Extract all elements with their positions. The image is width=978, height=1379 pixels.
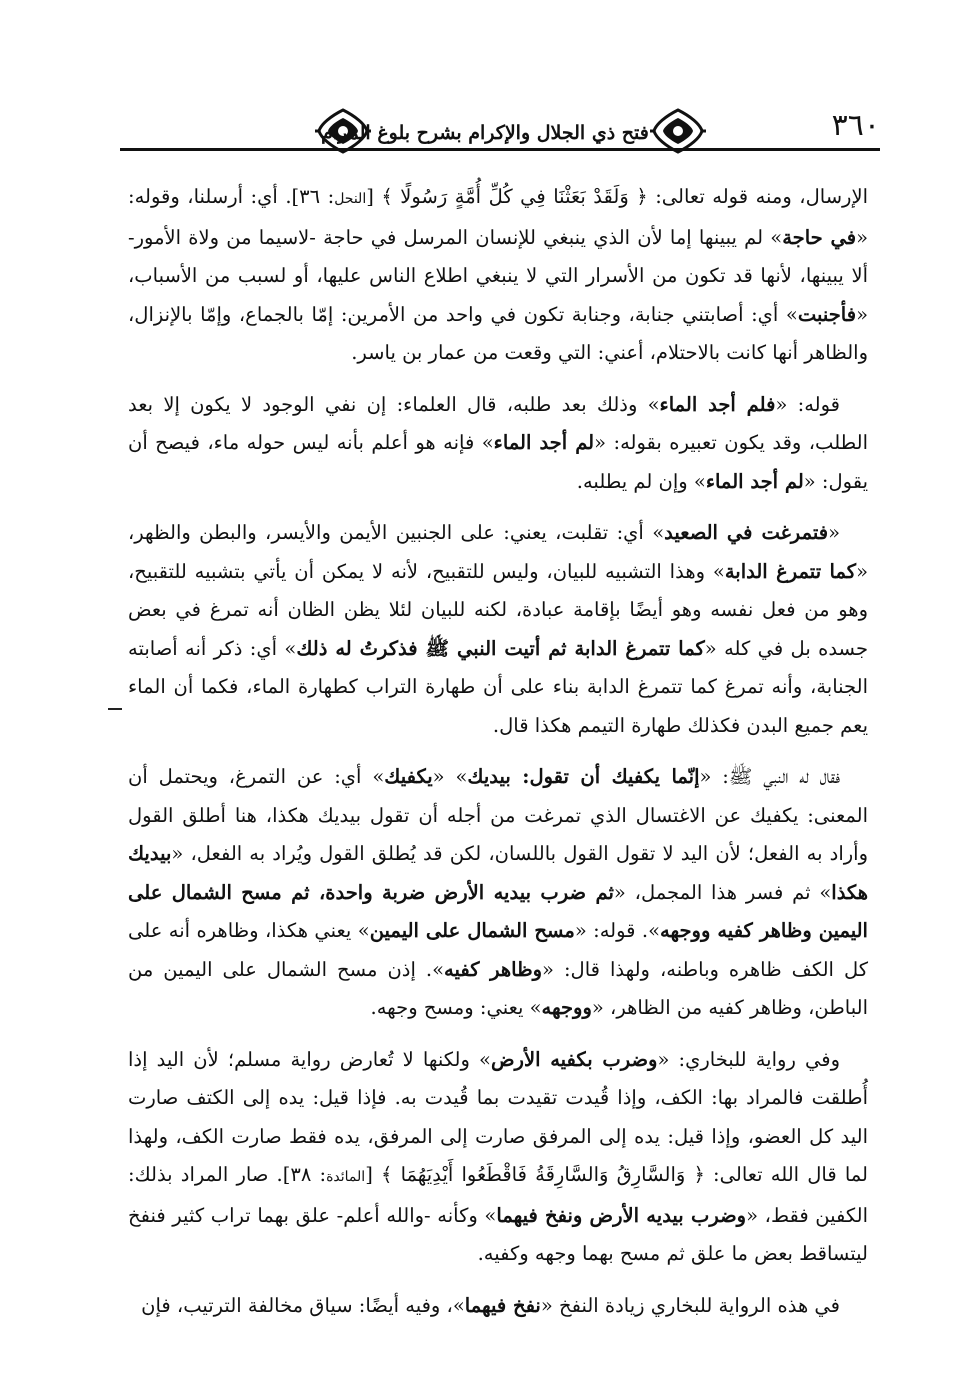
paragraph: في هذه الرواية للبخاري زيادة النفخ «نفخ فيهما»، وفيه أيضًا: سياق مخالفة الترتيب، فإن (141, 1293, 840, 1317)
paragraph: فقال له النبي ﷺ: «إنّما يكفيك أن تقول: بيديك» «يكفيك» أي: عن التمرغ، ويحتمل أن المعنى: يكفيك عن الاغتسال الذي تمرغت من أجله أن تقول بيديك هكذا، هنا أطلق القول وأراد به الفعل؛ لأن اليد لا تقول القول باللسان، لكن قد يُطلق القول ويُراد به الفعل، «بيديك هكذا» ثم فسر هذا المجمل، «ثم ضرب بيديه الأرض ضربة واحدة، ثم مسح الشمال على اليمين وظاهر كفيه ووجهه». قوله: «مسح الشمال على اليمين» يعني هكذا، وظاهره أنه على كل الكف ظاهره وباطنه، ولهذا قال: «وظاهر كفيه». إذن مسح الشمال على اليمين من الباطن، وظاهر كفيه من الظاهر، «ووجهه» يعني: ومسح وجهه. (128, 765, 869, 1019)
page-header (120, 100, 880, 160)
paragraph: قوله: «فلم أجد الماء» وذلك بعد طلبه، قال العلماء: إن نفي الوجود لا يكون إلا بعد الطلب، وقد يكون تعبيره بقوله: «لم أجد الماء» فإنه هو أعلم بأنه ليس حوله ماء، فيصح أن يقول: «لم أجد الماء» وإن لم يطلبه. (128, 392, 868, 493)
header-rule (120, 148, 880, 151)
paragraph: وفي رواية للبخاري: «وضرب بكفيه الأرض» ولكنها لا تُعارض رواية مسلم؛ لأن اليد إذا أُطلقت فالمراد بها: الكف، وإذا قُيدت تقيدت بما قُيدت به. فإذا قيل: يده إلى الكتف صارت اليد كل العضو، وإذا قيل: يده إلى المرفق صارت إلى المرفق، يده فقط صارت الكف، ولهذا لما قال الله تعالى: ﴿ وَالسَّارِقُ وَالسَّارِقَةُ فَاقْطَعُوا أَيْدِيَهُمَا ﴾ [المائدة: ٣٨]. صار المراد بذلك: الكفين فقط، «وضرب بيديه الأرض ونفخ فيهما» وكأنه -والله أعلم- علق بهما تراب كثير فنفخ ليتساقط بعض ما علق ثم مسح بهما وجهه وكفيه. (128, 1047, 869, 1265)
book-title: فتح ذي الجلال والإكرام بشرح بلوغ المرام (321, 122, 649, 144)
margin-mark (108, 708, 122, 710)
paragraph: «فتمرغت في الصعيد» أي: تقلبت، يعني: على الجنبين الأيمن والأيسر، والبطن والظهر، «كما تتمرغ الدابة» وهذا التشبيه للبيان، وليس للتقبيح، لأنه لا يمكن أن يأتي بتشبيه للتقبيح، وهو من فعل نفسه وهو أيضًا بإقامة عبادة، لكنه للبيان لئلا يظن الظان أنه تمرغ في بعض جسده بل في كله «كما تتمرغ الدابة ثم أتيت النبي ﷺ فذكرتُ له ذلك» أي: ذكر أنه أصابته الجنابة، وأنه تمرغ كما تتمرغ الدابة بناء على أن طهارة التراب كطهارة الماء، فكما أن الماء يعم جميع البدن فكذلك طهارة التيمم هكذا قال. (128, 521, 869, 737)
page-number: ٣٦٠ (831, 108, 880, 143)
page-body (128, 178, 868, 1338)
paragraph: الإرسال، ومنه قوله تعالى: ﴿ وَلَقَدْ بَعَثْنَا فِي كُلِّ أُمَّةٍ رَسُولًا ﴾ [النحل: ٣٦]. أي: أرسلنا، وقوله: «في حاجة» لم يبينها إما لأن الذي ينبغي للإنسان المرسل في حاجة -لاسيما من ولاة الأمور- ألا يبينها، لأنها قد تكون من الأسرار التي لا ينبغي اطلاع الناس عليها، أو لسبب من الأسباب، «فأجنبت» أي: أصابتني جنابة، وجنابة تكون في واحد من الأمرين: إمّا بالجماع، وإمّا بالإنزال، والظاهر أنها كانت بالاحتلام، أعني: التي وقعت من عمار بن ياسر. (128, 185, 868, 364)
